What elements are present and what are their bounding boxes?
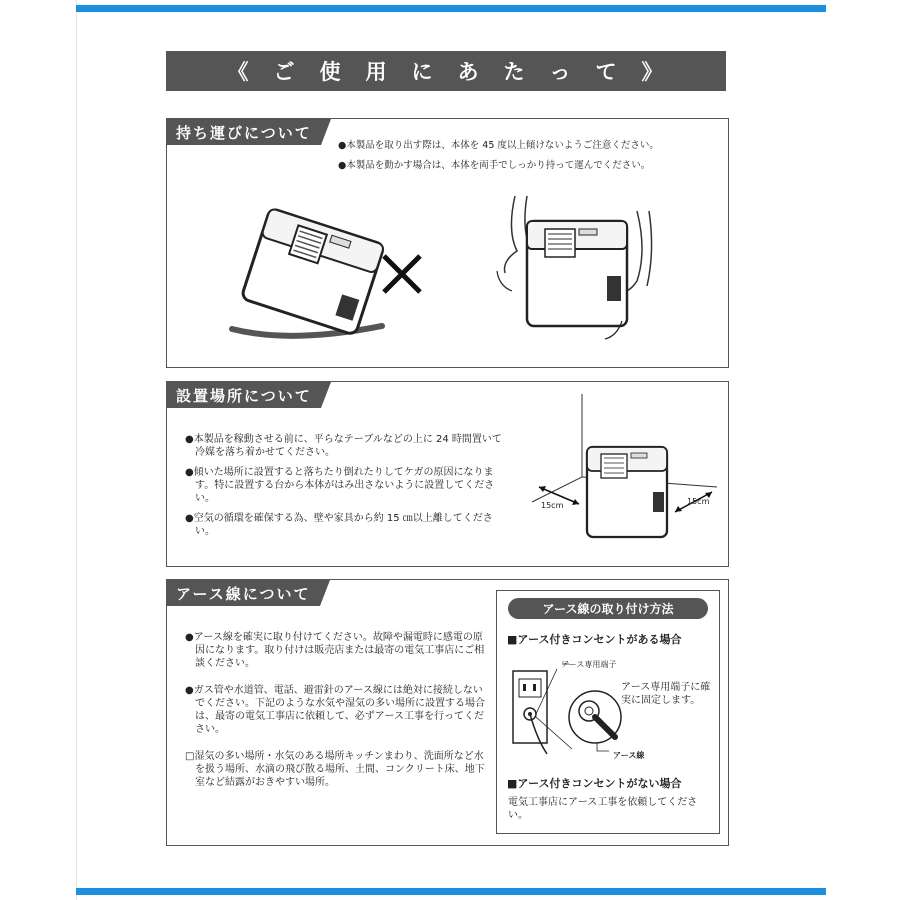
earth-bullet-list <box>185 631 485 796</box>
install-bullet-3: ●空気の循環を確保する為、壁や家具から約 15 ㎝以上離してください。 <box>185 513 493 537</box>
carry-section <box>166 118 729 368</box>
earth-wire-label: アース線 <box>613 751 645 760</box>
earth-bullet-2: ●ガス管や水道管、電話、避雷針のアース線には絶対に接続しないでください。下記のような水気や湿気の多い場所に設置する場合は、最寄の電気工事店に依頼して、必ずアース工事を行ってください。 <box>185 685 485 735</box>
bottom-accent-bar <box>76 888 826 895</box>
earth-method-title: アース線の取り付け方法 <box>508 598 708 619</box>
install-clearance-illustration <box>527 392 727 542</box>
install-bullet-list <box>185 433 503 545</box>
page-title: 《 ご 使 用 に あ た っ て 》 <box>166 51 726 91</box>
earth-terminal-note: アース専用端子に確実に固定します。 <box>621 682 711 706</box>
install-bullet-1: ●本製品を稼動させる前に、平らなテーブルなどの上に 24 時間置いて冷媒を落ち着かせてください。 <box>185 434 502 458</box>
earth-bullet-1: ●アース線を確実に取り付けてください。故障や漏電時に感電の原因になります。取り付けは販売店または最寄の電気工事店にご相談ください。 <box>185 632 485 669</box>
earth-without-outlet-heading: ■アース付きコンセントがない場合 <box>507 777 682 790</box>
prohibited-x-icon <box>382 254 422 294</box>
clearance-left-label: 15cm <box>541 501 564 510</box>
earth-outlet-illustration <box>507 659 657 759</box>
clearance-right-label: 15cm <box>687 497 710 506</box>
two-hands-carry-illustration <box>487 191 662 341</box>
carry-note-2: ●本製品を動かす場合は、本体を両手でしっかり持って運んでください。 <box>338 160 651 171</box>
carry-note-1: ●本製品を取り出す際は、本体を 45 度以上傾けないようご注意ください。 <box>338 140 659 151</box>
earth-section-tab: アース線について <box>167 580 320 606</box>
earth-with-outlet-heading: ■アース付きコンセントがある場合 <box>507 633 682 646</box>
page-guide-line <box>76 0 77 900</box>
earth-bullet-3: □湿気の多い場所・水気のある場所キッチンまわり、洗面所など水を扱う場所、水滴の飛び散る場所、土間、コンクリート床、地下室など結露がおきやすい場所。 <box>185 751 485 788</box>
carry-section-tab: 持ち運びについて <box>167 119 321 145</box>
earth-without-outlet-text: 電気工事店にアース工事を依頼してください。 <box>508 797 698 821</box>
earth-install-method-box <box>496 590 720 834</box>
install-section-tab: 設置場所について <box>167 382 321 408</box>
top-accent-bar <box>76 5 826 12</box>
install-section <box>166 381 729 567</box>
earth-terminal-label: アース専用端子 <box>561 660 617 669</box>
install-bullet-2: ●傾いた場所に設置すると落ちたり倒れたりしてケガの原因になります。特に設置する台から本体がはみ出さないように設置してください。 <box>185 467 495 504</box>
